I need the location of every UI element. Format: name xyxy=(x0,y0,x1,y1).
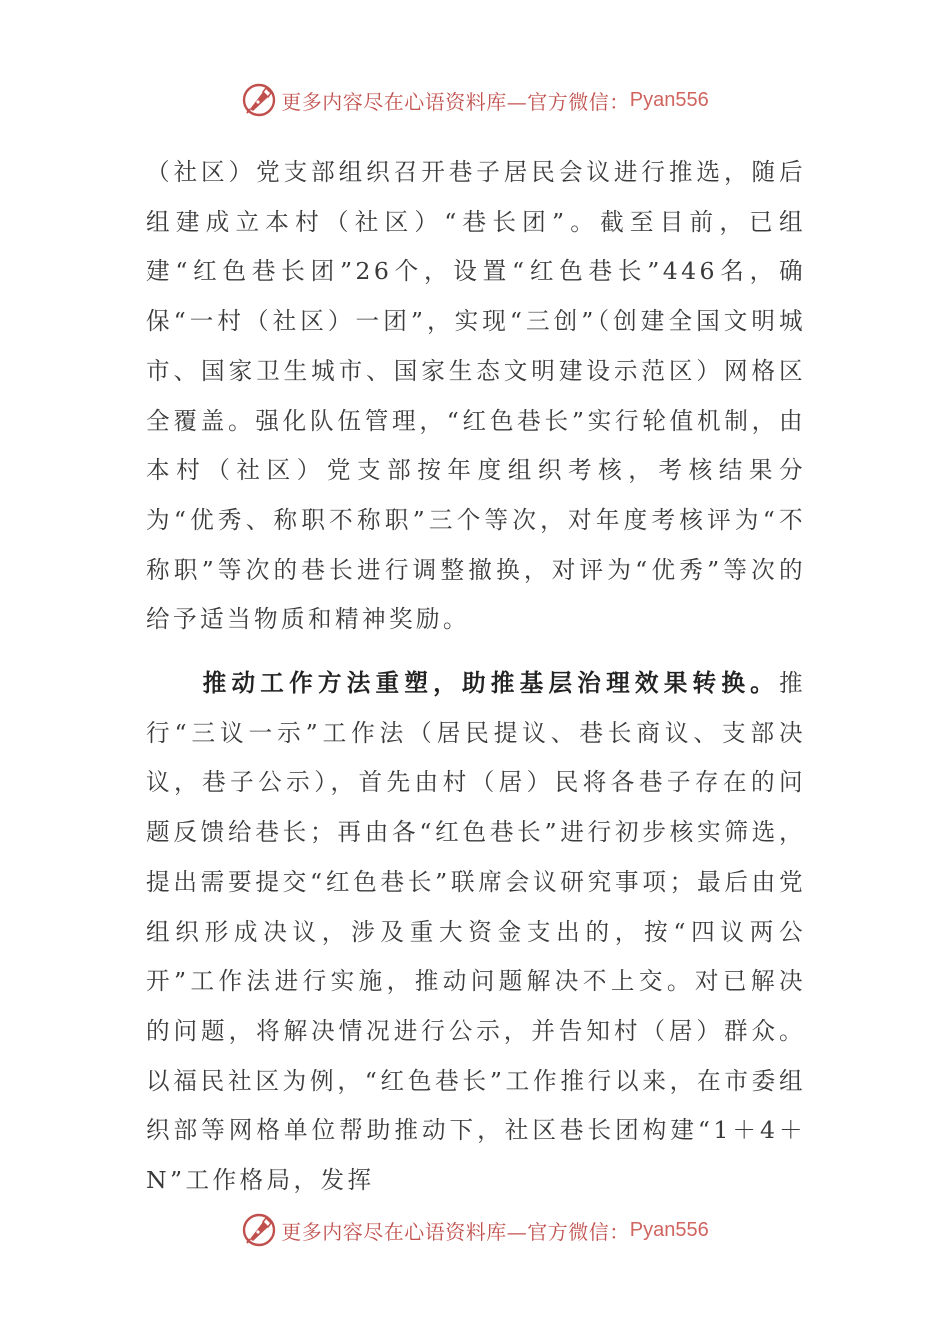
paragraph-2-heading: 推动工作方法重塑，助推基层治理效果转换。 xyxy=(202,669,779,698)
paragraph-2 xyxy=(146,659,806,1206)
footer-banner-text: 更多内容尽在心语资料库—官方微信： xyxy=(281,1219,630,1244)
footer-wechat-id: Pyan556 xyxy=(629,1218,709,1241)
paragraph-2-text: 推行“三议一示”工作法（居民提议、巷长商议、支部决议，巷子公示），首先由村（居）民将各巷子存在的问题反馈给巷长；再由各“红色巷长”进行初步核实筛选，提出需要提交“红色巷长”联席会议研究事项；最后由党组织形成决议，涉及重大资金支出的，按“四议两公开”工作法进行实施，推动问题解决不上交。对已解决的问题，将解决情况进行公示，并告知村（居）群众。以福民社区为例，“红色巷长”工作推行以来，在市委组织部等网格单位帮助推动下，社区巷长团构建“1＋4＋N”工作格局，发挥 xyxy=(146,669,806,1195)
header-banner-text: 更多内容尽在心语资料库—官方微信： xyxy=(281,89,630,114)
pen-nib-logo-icon xyxy=(241,1212,277,1248)
pen-nib-logo-icon xyxy=(241,82,277,118)
header-banner xyxy=(0,78,950,122)
paragraph-1: （社区）党支部组织召开巷子居民会议进行推选，随后组建成立本村（社区）“巷长团”。截至目前，已组建“红色巷长团”26个，设置“红色巷长”446名，确保“一村（社区）一团”，实现“三创”（创建全国文明城市、国家卫生城市、国家生态文明建设示范区）网格区全覆盖。强化队伍管理，“红色巷长”实行轮值机制，由本村（社区）党支部按年度组织考核，考核结果分为“优秀、称职不称职”三个等次，对年度考核评为“不称职”等次的巷长进行调整撤换，对评为“优秀”等次的给予适当物质和精神奖励。 xyxy=(146,158,806,634)
footer-banner xyxy=(0,1208,950,1252)
header-wechat-id: Pyan556 xyxy=(629,88,709,111)
document-body xyxy=(146,148,806,1206)
